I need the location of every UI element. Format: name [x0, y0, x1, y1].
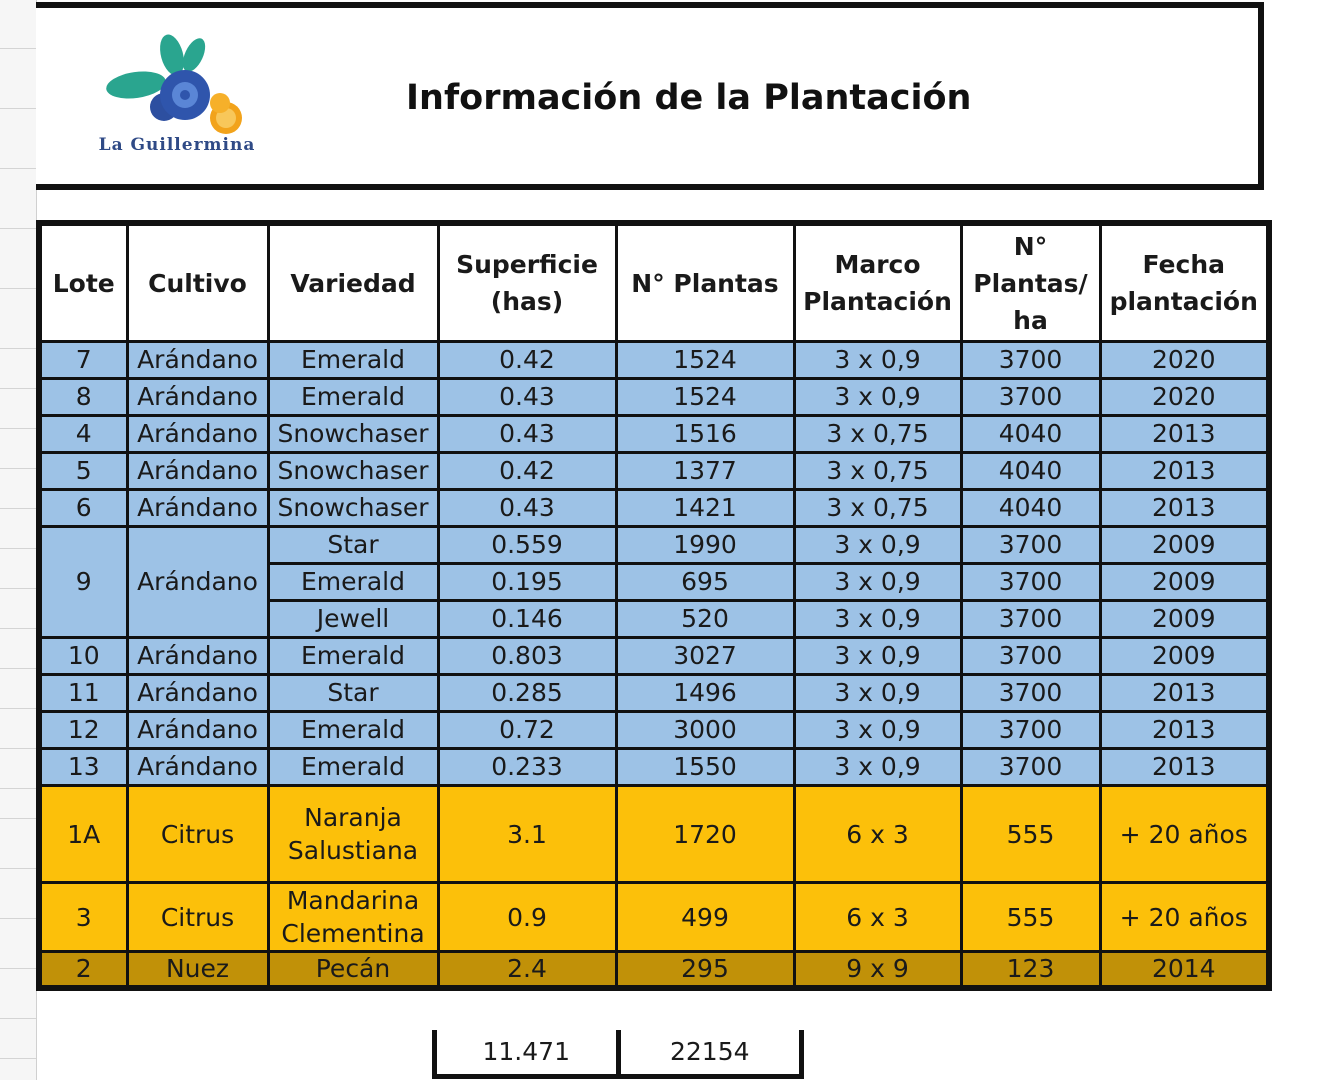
cell-plantas: 1524: [616, 379, 794, 416]
cell-marco: 3 x 0,75: [794, 490, 961, 527]
cell-lote: 13: [39, 749, 127, 786]
totals-row: [432, 1030, 804, 1079]
cell-variedad: Jewell: [268, 601, 438, 638]
cell-fecha: 2013: [1100, 749, 1269, 786]
cell-plantas: 1377: [616, 453, 794, 490]
cell-superficie: 0.42: [438, 453, 616, 490]
cell-cultivo: Citrus: [127, 883, 268, 952]
cell-variedad: Naranja Salustiana: [268, 786, 438, 883]
cell-fecha: + 20 años: [1100, 786, 1269, 883]
cell-lote: 8: [39, 379, 127, 416]
cell-cultivo: Nuez: [127, 952, 268, 989]
cell-superficie: 2.4: [438, 952, 616, 989]
cell-plantas-ha: 3700: [961, 749, 1100, 786]
cell-plantas: 3027: [616, 638, 794, 675]
cell-variedad: Pecán: [268, 952, 438, 989]
table-row: [39, 786, 1269, 883]
cell-marco: 9 x 9: [794, 952, 961, 989]
cell-plantas-ha: 4040: [961, 490, 1100, 527]
cell-plantas-ha: 4040: [961, 453, 1100, 490]
table-header-row: [39, 223, 1269, 342]
cell-plantas-ha: 3700: [961, 564, 1100, 601]
cell-plantas-ha: 3700: [961, 527, 1100, 564]
cell-marco: 3 x 0,9: [794, 638, 961, 675]
cell-cultivo: Arándano: [127, 453, 268, 490]
cell-variedad: Star: [268, 675, 438, 712]
cell-plantas: 1516: [616, 416, 794, 453]
table-row: [39, 675, 1269, 712]
cell-plantas-ha: 3700: [961, 342, 1100, 379]
cell-superficie: 0.43: [438, 379, 616, 416]
cell-fecha: 2009: [1100, 527, 1269, 564]
cell-fecha: 2013: [1100, 453, 1269, 490]
cell-variedad: Star: [268, 527, 438, 564]
cell-cultivo: Citrus: [127, 786, 268, 883]
table-row: [39, 416, 1269, 453]
cell-cultivo: Arándano: [127, 712, 268, 749]
cell-plantas: 3000: [616, 712, 794, 749]
column-header: Marco Plantación: [794, 223, 961, 342]
cell-superficie: 0.43: [438, 416, 616, 453]
cell-fecha: 2013: [1100, 712, 1269, 749]
cell-plantas: 695: [616, 564, 794, 601]
cell-marco: 3 x 0,9: [794, 601, 961, 638]
cell-marco: 3 x 0,9: [794, 564, 961, 601]
cell-lote: 2: [39, 952, 127, 989]
cell-plantas-ha: 555: [961, 883, 1100, 952]
column-header: Fecha plantación: [1100, 223, 1269, 342]
cell-marco: 3 x 0,9: [794, 527, 961, 564]
cell-plantas: 1990: [616, 527, 794, 564]
cell-plantas: 1524: [616, 342, 794, 379]
cell-variedad: Emerald: [268, 564, 438, 601]
cell-superficie: 0.233: [438, 749, 616, 786]
cell-variedad: Emerald: [268, 342, 438, 379]
plantation-table: [36, 220, 1272, 991]
cell-marco: 3 x 0,9: [794, 675, 961, 712]
table-row: [39, 883, 1269, 952]
cell-superficie: 0.803: [438, 638, 616, 675]
cell-marco: 3 x 0,75: [794, 416, 961, 453]
column-header: Variedad: [268, 223, 438, 342]
cell-lote: 1A: [39, 786, 127, 883]
cell-cultivo: Arándano: [127, 379, 268, 416]
cell-marco: 6 x 3: [794, 786, 961, 883]
cell-cultivo: Arándano: [127, 416, 268, 453]
blueberry-citrus-logo-icon: [60, 25, 294, 135]
cell-plantas-ha: 4040: [961, 416, 1100, 453]
table-row: [39, 453, 1269, 490]
table-row: [39, 638, 1269, 675]
cell-variedad: Emerald: [268, 749, 438, 786]
cell-plantas-ha: 3700: [961, 379, 1100, 416]
cell-cultivo: Arándano: [127, 638, 268, 675]
logo-text: La Guillermina: [98, 135, 256, 155]
cell-marco: 6 x 3: [794, 883, 961, 952]
cell-lote: 7: [39, 342, 127, 379]
table-row: [39, 712, 1269, 749]
cell-marco: 3 x 0,75: [794, 453, 961, 490]
cell-lote: 12: [39, 712, 127, 749]
table-row: [39, 749, 1269, 786]
total-superficie: 11.471: [482, 1037, 570, 1066]
cell-plantas: 499: [616, 883, 794, 952]
cell-superficie: 0.42: [438, 342, 616, 379]
cell-plantas-ha: 3700: [961, 638, 1100, 675]
cell-lote: 10: [39, 638, 127, 675]
cell-lote: 6: [39, 490, 127, 527]
cell-fecha: 2009: [1100, 638, 1269, 675]
cell-plantas-ha: 3700: [961, 675, 1100, 712]
cell-lote: 4: [39, 416, 127, 453]
cell-marco: 3 x 0,9: [794, 379, 961, 416]
cell-cultivo: Arándano: [127, 527, 268, 638]
column-header: Lote: [39, 223, 127, 342]
cell-superficie: 0.195: [438, 564, 616, 601]
cell-marco: 3 x 0,9: [794, 712, 961, 749]
cell-variedad: Snowchaser: [268, 416, 438, 453]
cell-plantas-ha: 3700: [961, 601, 1100, 638]
cell-superficie: 0.43: [438, 490, 616, 527]
cell-fecha: 2014: [1100, 952, 1269, 989]
cell-plantas: 520: [616, 601, 794, 638]
cell-superficie: 0.559: [438, 527, 616, 564]
cell-variedad: Emerald: [268, 638, 438, 675]
table-row: [39, 342, 1269, 379]
cell-variedad: Emerald: [268, 379, 438, 416]
cell-fecha: 2013: [1100, 490, 1269, 527]
cell-fecha: 2013: [1100, 416, 1269, 453]
cell-lote: 11: [39, 675, 127, 712]
cell-lote: 3: [39, 883, 127, 952]
cell-cultivo: Arándano: [127, 675, 268, 712]
table-row: [39, 527, 1269, 564]
column-header: N° Plantas/ ha: [961, 223, 1100, 342]
cell-marco: 3 x 0,9: [794, 342, 961, 379]
cell-fecha: 2013: [1100, 675, 1269, 712]
table-row: [39, 379, 1269, 416]
cell-fecha: 2020: [1100, 379, 1269, 416]
cell-plantas: 1550: [616, 749, 794, 786]
cell-variedad: Emerald: [268, 712, 438, 749]
cell-superficie: 0.72: [438, 712, 616, 749]
cell-fecha: 2009: [1100, 564, 1269, 601]
cell-plantas: 1421: [616, 490, 794, 527]
cell-plantas: 1496: [616, 675, 794, 712]
page-title: Información de la Plantación: [406, 78, 972, 118]
cell-superficie: 3.1: [438, 786, 616, 883]
cell-marco: 3 x 0,9: [794, 749, 961, 786]
cell-lote: 5: [39, 453, 127, 490]
column-header: Cultivo: [127, 223, 268, 342]
table-row: [39, 490, 1269, 527]
cell-fecha: 2009: [1100, 601, 1269, 638]
total-plantas: 22154: [616, 1030, 800, 1074]
spreadsheet-row-gutter: [0, 0, 37, 1080]
cell-variedad: Snowchaser: [268, 490, 438, 527]
cell-cultivo: Arándano: [127, 342, 268, 379]
cell-variedad: Snowchaser: [268, 453, 438, 490]
cell-fecha: + 20 años: [1100, 883, 1269, 952]
cell-superficie: 0.9: [438, 883, 616, 952]
cell-fecha: 2020: [1100, 342, 1269, 379]
table-row: [39, 952, 1269, 989]
cell-plantas: 1720: [616, 786, 794, 883]
cell-plantas: 295: [616, 952, 794, 989]
cell-superficie: 0.146: [438, 601, 616, 638]
cell-cultivo: Arándano: [127, 749, 268, 786]
cell-plantas-ha: 555: [961, 786, 1100, 883]
cell-variedad: Mandarina Clementina: [268, 883, 438, 952]
logo: [60, 25, 294, 177]
cell-lote: 9: [39, 527, 127, 638]
cell-cultivo: Arándano: [127, 490, 268, 527]
cell-plantas-ha: 123: [961, 952, 1100, 989]
cell-superficie: 0.285: [438, 675, 616, 712]
cell-plantas-ha: 3700: [961, 712, 1100, 749]
column-header: N° Plantas: [616, 223, 794, 342]
column-header: Superficie (has): [438, 223, 616, 342]
